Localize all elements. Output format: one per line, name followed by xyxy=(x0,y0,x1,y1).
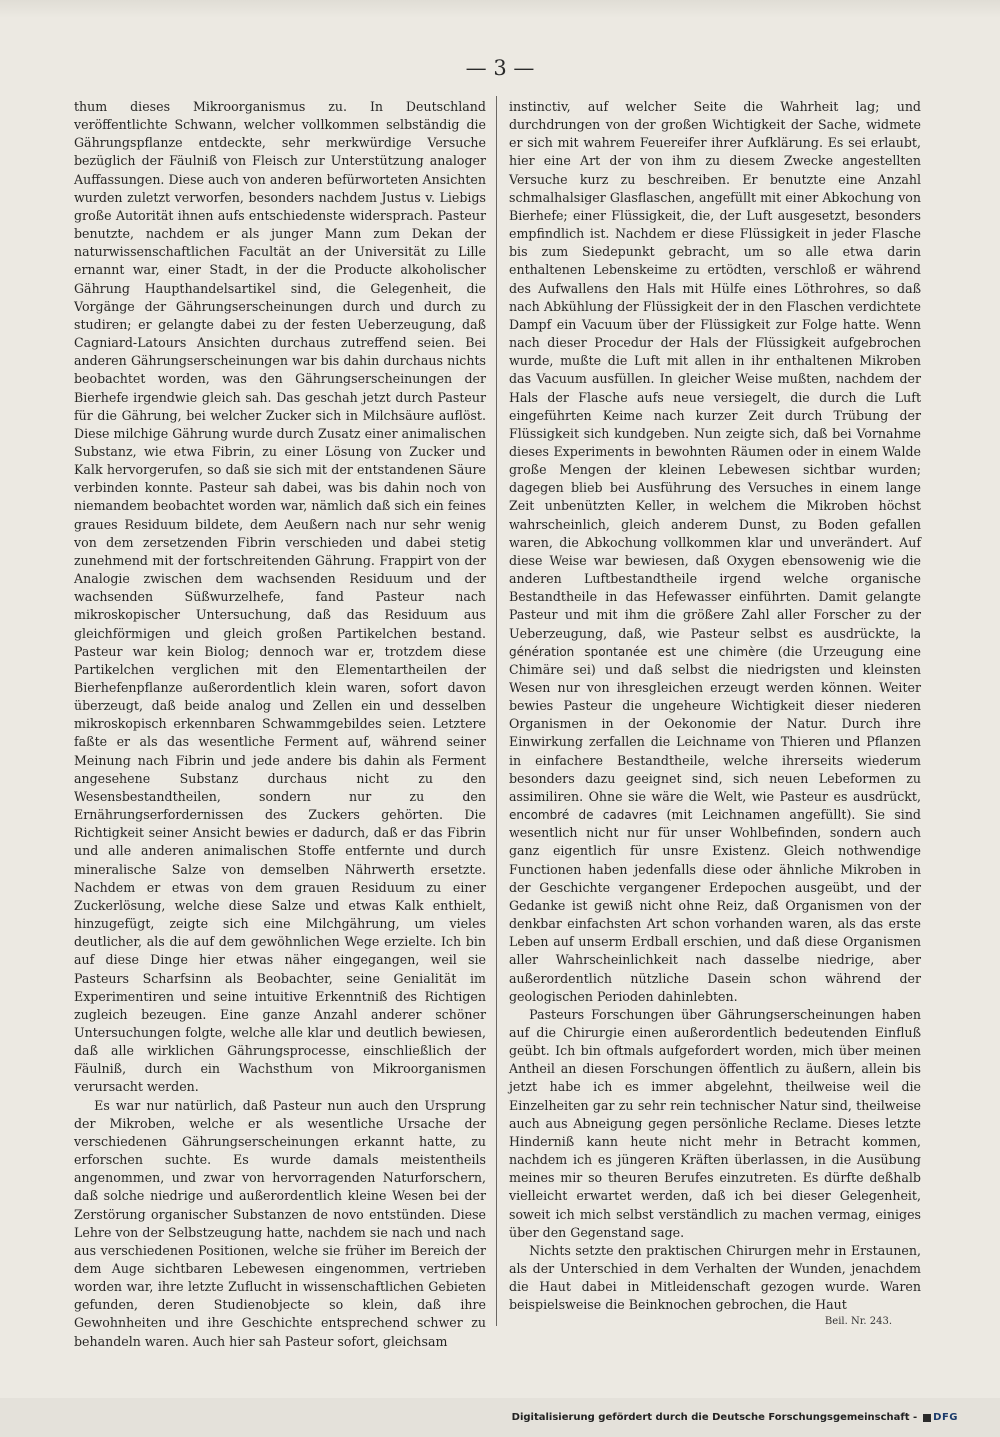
french-quote-2: encombré de cadavres xyxy=(509,808,658,823)
right-text-part-1: instinctiv, auf welcher Seite die Wahrheit lag; und durchdrungen von der großen Wichtigkeit der Sache, widmete er sich mit wahrem Feuereifer ihrer Aufklärung. Es sei erlaubt, hier eine Art der von ihm zu diesem Zwecke angestellten Versuche kurz zu beschreiben. Er benutzte eine Anzahl schmalhalsiger Glasflaschen, angefüllt mit einer Abkochung von Bierhefe; einer Flüssigkeit, die, der Luft ausgesetzt, besonders empfindlich ist. Nachdem er diese Flüssigkeit in jeder Flasche bis zum Siedepunkt gebracht, um so alle etwa darin enthaltenen Lebenskeime zu ertödten, verschloß er während des Aufwallens den Hals mit Hülfe eines Löthrohres, so daß nach Abkühlung der Flüssigkeit der in den Flaschen verdichtete Dampf ein Vacuum über der Flüssigkeit zur Folge hatte. Wenn nach dieser Procedur der Hals der Flüssigkeit aufgebrochen wurde, mußte die Luft mit allen in ihr enthaltenen Mikroben das Vacuum ausfüllen. In gleicher Weise mußten, nachdem der Hals der Flasche aufs neue versiegelt, die durch die Luft eingeführten Keime nach kurzer Zeit durch Trübung der Flüssigkeit sich kundgeben. Nun zeigte sich, daß bei Vornahme dieses Experiments in bewohnten Räumen oder in einem Walde große Mengen der kleinen Lebewesen sichtbar wurden; dagegen blieb bei Ausführung des Versuches in einem lange Zeit unbenützten Keller, in welchem die Mikroben höchst wahrscheinlich, gleich anderem Dunst, zu Boden gefallen waren, die Abkochung vollkommen klar und unverändert. Auf diese Weise war bewiesen, daß Oxygen ebensowenig wie die anderen Luftbestandtheile irgend welche organische Bestandtheile in das Hefewasser einführten. Damit gelangte Pasteur und mit ihm die größere Zahl aller Forscher zu der Ueberzeugung, daß, wie Pasteur selbst es ausdrückte, xyxy=(509,99,921,641)
scan-edge xyxy=(0,0,1000,18)
credit-text: Digitalisierung gefördert durch die Deutsche Forschungsgemeinschaft - xyxy=(511,1412,918,1423)
right-column xyxy=(509,98,921,1314)
digitization-credit xyxy=(512,1412,958,1423)
left-paragraph-1: thum dieses Mikroorganismus zu. In Deutschland veröffentlichte Schwann, welcher vollkommen selbständig die Gährungspflanze entdeckte, sehr merkwürdige Versuche bezüglich der Fäulniß von Fleisch zur Unterstützung analoger Auffassungen. Diese auch von anderen befürworteten Ansichten wurden zuletzt verworfen, besonders nachdem Justus v. Liebigs große Autorität ihnen aufs entschiedenste widersprach. Pasteur benutzte, nachdem er als junger Mann zum Dekan der naturwissenschaftlichen Facultät an der Universität zu Lille ernannt war, einer Stadt, in der die Producte alkoholischer Gährung Haupthandelsartikel sind, die Gelegenheit, die Vorgänge der Gährungserscheinungen durch und durch zu studiren; er gelangte dabei zu der festen Ueberzeugung, daß Cagniard-Latours Ansichten durchaus zutreffend seien. Bei anderen Gährungserscheinungen war bis dahin durchaus nichts beobachtet worden, was den Gährungserscheinungen der Bierhefe irgendwie gleich sah. Das geschah jetzt durch Pasteur für die Gährung, bei welcher Zucker sich in Milchsäure auflöst. Diese milchige Gährung wurde durch Zusatz einer animalischen Substanz, wie etwa Fibrin, zu einer Lösung von Zucker und Kalk hervorgerufen, so daß sie sich mit der entstandenen Säure verbinden konnte. Pasteur sah dabei, was bis dahin noch von niemandem beobachtet worden war, nämlich daß sich ein feines graues Residuum bildete, dem Aeußern nach nur sehr wenig von dem zersetzenden Fibrin verschieden und dabei stetig zunehmend mit der fortschreitenden Gährung. Frappirt von der Analogie zwischen dem wachsenden Residuum und der wachsenden Süßwurzelhefe, fand Pasteur nach mikroskopischer Untersuchung, daß das Residuum aus gleichförmigen und gleich großen Partikelchen bestand. Pasteur war kein Biolog; dennoch war er, trotzdem diese Partikelchen verglichen mit den Elementartheilen der Bierhefenpflanze außerordentlich klein waren, sofort davon überzeugt, daß beide analog und Zellen ein und desselben mikroskopisch erkennbaren Schwammgebildes seien. Letztere faßte er als das wesentliche Ferment auf, während seiner Meinung nach Fibrin und jede andere bis dahin als Ferment angesehene Substanz durchaus nicht zu den Wesensbestandtheilen, sondern nur zu den Ernährungserfordernissen des Zuckers gehörten. Die Richtigkeit seiner Ansicht bewies er dadurch, daß er das Fibrin und alle anderen animalischen Stoffe entfernte und durch mineralische Salze von demselben Nährwerth ersetzte. Nachdem er etwas von dem grauen Residuum zu einer Zuckerlösung, welche diese Salze und etwas Kalk enthielt, hinzugefügt, zeigte sich eine Milchgährung, um vieles deutlicher, als die auf dem gewöhnlichen Wege erzielte. Ich bin auf diese Dinge hier etwas näher eingegangen, weil sie Pasteurs Scharfsinn als Beobachter, seine Genialität im Experimentiren und seine intuitive Erkenntniß des Richtigen zugleich bezeugen. Eine ganze Anzahl anderer schöner Untersuchungen folgte, welche alle klar und deutlich bewiesen, daß alle wirklichen Gährungsprocesse, einschließlich der Fäulniß, durch ein Wachsthum von Mikroorganismen verursacht werden. xyxy=(74,99,486,1095)
right-paragraph-1 xyxy=(509,98,921,1006)
supplement-signature: Beil. Nr. 243. xyxy=(824,1316,892,1327)
page-number: — 3 — xyxy=(465,56,535,80)
right-text-part-2: (die Urzeugung eine Chimäre sei) und daß selbst die niedrigsten und kleinsten Wesen nur von ihresgleichen erzeugt werden können. Weiter bewies Pasteur die ungeheure Wichtigkeit dieser niederen Organismen in der Oekonomie der Natur. Durch ihre Einwirkung zerfallen die Leichname von Thieren und Pflanzen in einfachere Bestandtheile, welche ihrerseits wiederum besonders dazu geeignet sind, sich neuen Lebeformen zu assimiliren. Ohne sie wäre die Welt, wie Pasteur es ausdrückt, xyxy=(509,643,921,804)
right-text-part-3: (mit Leichnamen angefüllt). Sie sind wesentlich nicht nur für unser Wohlbefinden, sondern auch ganz eigentlich für unsre Existenz. Gleich nothwendige Functionen haben jedenfalls diese oder ähnliche Mikroben in der Geschichte vergangener Erdepochen ausgeübt, und der Gedanke ist gewiß nicht ohne Reiz, daß Organismen von der denkbar einfachsten Art schon vorhanden waren, als das erste Leben auf unserm Erdball erschien, und daß diese Organismen aller Wahrscheinlichkeit nach dasselbe niedrige, aber außerordentlich nützliche Dasein schon während der geologischen Perioden dahinlebten. xyxy=(509,807,921,1004)
dfg-logo xyxy=(923,1412,958,1423)
column-divider xyxy=(496,96,497,1326)
right-paragraph-2: Pasteurs Forschungen über Gährungserscheinungen haben auf die Chirurgie einen außerordentlich bedeutenden Einfluß geübt. Ich bin oftmals aufgefordert worden, mich über meinen Antheil an diesen Forschungen öffentlich zu äußern, allein bis jetzt habe ich es immer abgelehnt, theilweise weil die Einzelheiten gar zu sehr rein technischer Natur sind, theilweise auch aus Abneigung gegen persönliche Reclame. Dieses letzte Hinderniß kann heute nicht mehr in Betracht kommen, nachdem ich es jüngeren Kräften überlassen, in die Ausübung meines mir so theuren Berufes einzutreten. Es dürfte deßhalb vielleicht erwartet werden, daß ich bei dieser Gelegenheit, soweit ich mich selbst verständlich zu machen vermag, einiges über den Gegenstand sage. xyxy=(509,1006,921,1240)
dfg-logo-letters: DFG xyxy=(933,1412,958,1423)
french-quote-1: la génération spontanée est une chimère xyxy=(509,626,921,659)
right-paragraph-3: Nichts setzte den praktischen Chirurgen mehr in Erstaunen, als der Unterschied in dem Verhalten der Wunden, jenachdem die Haut dabei in Mitleidenschaft gezogen wurde. Waren beispielsweise die Beinknochen gebrochen, die Haut xyxy=(509,1242,921,1313)
dfg-logo-mark-icon xyxy=(923,1414,931,1422)
left-column xyxy=(74,98,486,1351)
left-paragraph-2: Es war nur natürlich, daß Pasteur nun auch den Ursprung der Mikroben, welche er als wesentliche Ursache der verschiedenen Gährungserscheinungen erkannt hatte, zu erforschen suchte. Es wurde damals meistentheils angenommen, und zwar von hervorragenden Naturforschern, daß solche niedrige und außerordentlich kleine Wesen bei der Zerstörung organischer Substanzen de novo entstünden. Diese Lehre von der Selbstzeugung hatte, nachdem sie nach und nach aus verschiedenen Positionen, welche sie früher im Bereich der dem Auge sichtbaren Lebewesen eingenommen, vertrieben worden war, ihre letzte Zuflucht in wissenschaftlichen Gebieten gefunden, deren Studienobjecte so klein, daß ihre Gewohnheiten und ihre Geschichte entsprechend schwer zu behandeln waren. Auch hier sah Pasteur sofort, gleichsam xyxy=(74,1097,486,1349)
